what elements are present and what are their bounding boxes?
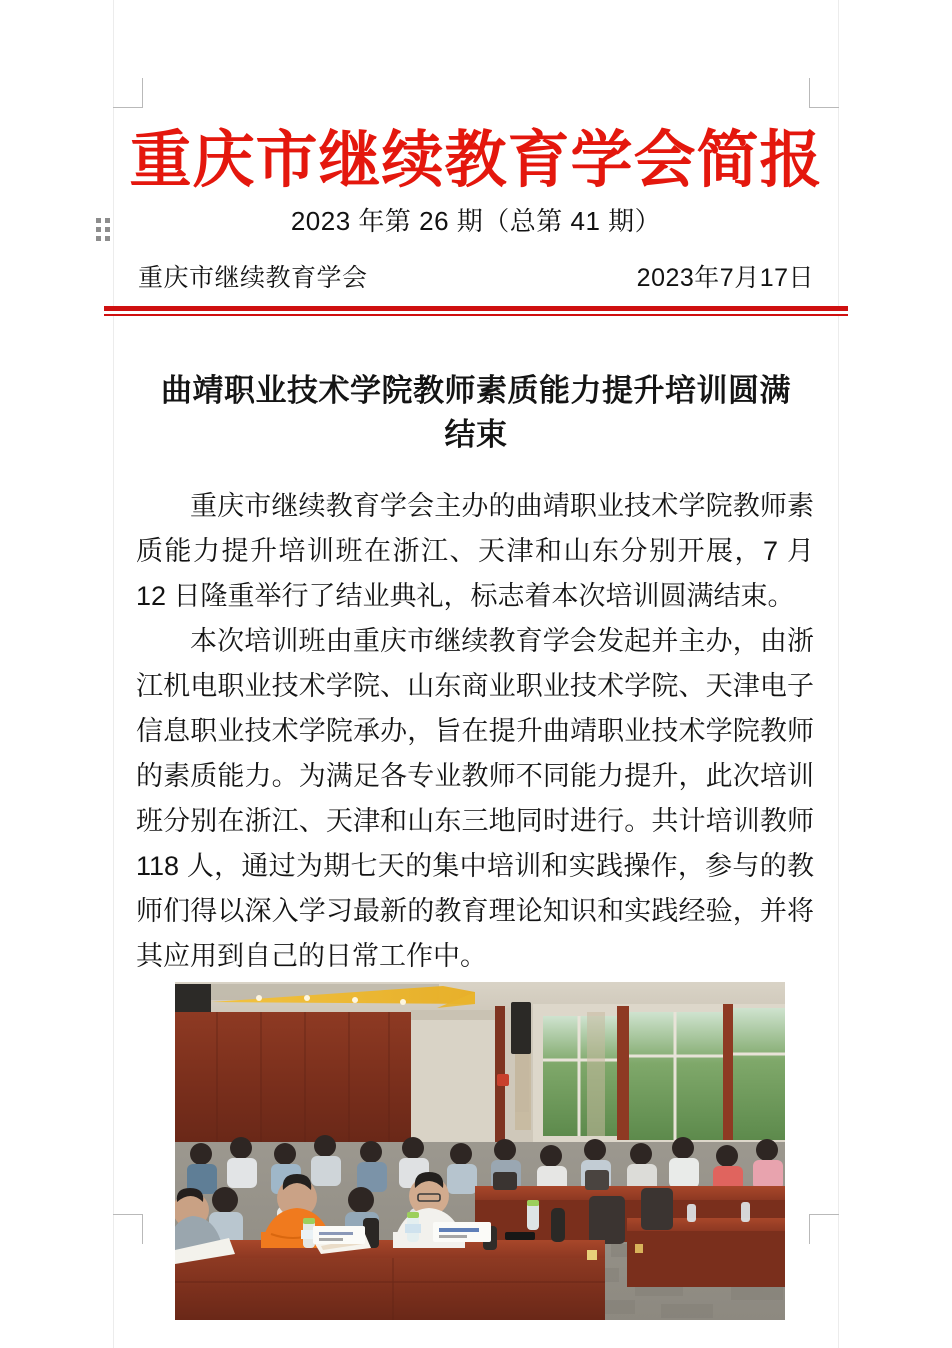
publication-date: 2023年7月17日 — [636, 264, 814, 292]
publisher-organization: 重庆市继续教育学会 — [138, 264, 368, 292]
masthead-title: 重庆市继续教育学会简报 — [129, 123, 823, 196]
rule-thin-line — [104, 314, 848, 316]
issue-number-line: 2023 年第 26 期（总第 41 期） — [290, 206, 662, 236]
header-double-rule — [104, 306, 848, 316]
body-paragraph: 本次培训班由重庆市继续教育学会发起并主办，由浙江机电职业技术学院、山东商业职业技术学院、天津电子信息职业技术学院承办，旨在提升曲靖职业技术学院教师的素质能力。为满足各专业教师不同能力提升，此次培训班分别在浙江、天津和山东三地同时进行。共计培训教师 118 人，通过为期七天的集中培训和实践操作，参与的教师们得以深入学习最新的教育理论知识和实践经验，并将其应用到自己的日常工作中。 — [136, 626, 814, 971]
article-photo-container — [175, 982, 785, 1320]
article-body — [136, 484, 814, 979]
crop-mark-top-left — [113, 78, 143, 108]
conference-classroom-photo — [175, 982, 785, 1320]
crop-mark-bottom-right — [809, 1214, 839, 1244]
article-headline: 曲靖职业技术学院教师素质能力提升培训圆满结束 — [161, 372, 791, 452]
crop-mark-top-right — [809, 78, 839, 108]
body-paragraph: 重庆市继续教育学会主办的曲靖职业技术学院教师素质能力提升培训班在浙江、天津和山东分别开展，7 月 12 日隆重举行了结业典礼，标志着本次培训圆满结束。 — [136, 491, 814, 611]
masthead — [0, 124, 952, 238]
imprint-row — [138, 262, 814, 294]
crop-mark-bottom-left — [113, 1214, 143, 1244]
